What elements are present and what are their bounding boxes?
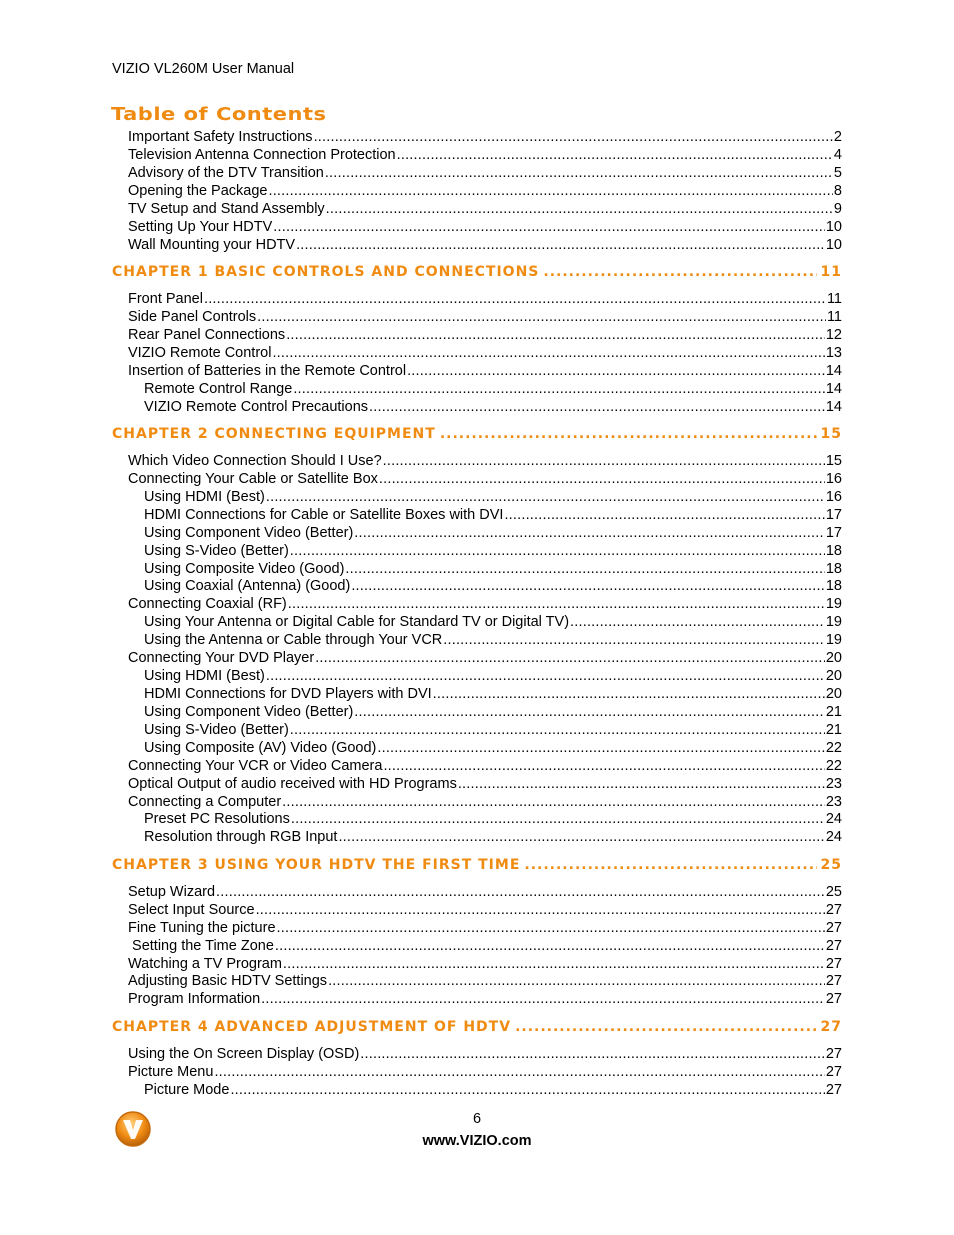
page-ref: 11 — [820, 264, 842, 280]
entry-title: Setup Wizard — [128, 884, 216, 900]
dot-leader — [443, 632, 825, 648]
toc-entry[interactable] — [128, 938, 842, 954]
dot-leader — [369, 399, 825, 415]
entry-title: VIZIO Remote Control — [128, 345, 272, 361]
entry-title: Using Your Antenna or Digital Cable for Standard TV or Digital TV) — [144, 614, 570, 630]
toc-entry[interactable] — [128, 776, 842, 792]
toc-entry[interactable] — [144, 722, 842, 738]
toc-entry[interactable] — [128, 201, 842, 217]
dot-leader — [288, 596, 825, 612]
page-ref: 20 — [825, 668, 842, 684]
page-ref: 19 — [825, 614, 842, 630]
toc-entry[interactable] — [128, 902, 842, 918]
page-ref: 10 — [825, 237, 842, 253]
dot-leader — [570, 614, 825, 630]
toc-entry[interactable] — [128, 183, 842, 199]
page-ref: 27 — [825, 991, 842, 1007]
page-ref: 22 — [825, 758, 842, 774]
page-ref: 9 — [833, 201, 842, 217]
toc-entry[interactable] — [144, 381, 842, 397]
page-ref: 18 — [825, 543, 842, 559]
dot-leader — [325, 165, 833, 181]
toc-entry[interactable] — [128, 219, 842, 235]
page-ref: 4 — [833, 147, 842, 163]
dot-leader — [397, 147, 833, 163]
footer-url[interactable]: www.VIZIO.com — [422, 1133, 532, 1149]
dot-leader — [282, 794, 825, 810]
dot-leader — [377, 740, 824, 756]
entry-title: Optical Output of audio received with HD Programs — [128, 776, 457, 792]
toc-entry[interactable] — [128, 650, 842, 666]
chapter-title: CHAPTER 4 ADVANCED ADJUSTMENT OF HDTV — [112, 1019, 512, 1035]
entry-title: Using HDMI (Best) — [144, 489, 265, 505]
page-ref: 27 — [825, 1064, 842, 1080]
page-ref: 27 — [825, 938, 842, 954]
entry-title: Which Video Connection Should I Use? — [128, 453, 382, 469]
dot-leader — [315, 650, 825, 666]
page-ref: 16 — [825, 471, 842, 487]
entry-title: Watching a TV Program — [128, 956, 282, 972]
dot-leader — [216, 884, 825, 900]
entry-title: Picture Mode — [144, 1082, 230, 1098]
entry-title: Television Antenna Connection Protection — [128, 147, 396, 163]
page-ref: 23 — [825, 794, 842, 810]
toc-entry[interactable] — [128, 291, 842, 307]
dot-leader — [379, 471, 825, 487]
entry-title: Connecting Your Cable or Satellite Box — [128, 471, 378, 487]
page-ref: 18 — [825, 561, 842, 577]
entry-title: Select Input Source — [128, 902, 255, 918]
dot-leader — [275, 938, 825, 954]
toc-entry[interactable] — [128, 920, 842, 936]
toc-entry[interactable] — [128, 884, 842, 900]
page-ref: 21 — [825, 722, 842, 738]
toc-entry[interactable] — [128, 596, 842, 612]
entry-title: Using Composite Video (Good) — [144, 561, 345, 577]
entry-title: Using HDMI (Best) — [144, 668, 265, 684]
chapter-title: CHAPTER 3 USING YOUR HDTV THE FIRST TIME — [112, 857, 521, 873]
entry-title: HDMI Connections for Cable or Satellite Boxes with DVI — [144, 507, 504, 523]
toc-entry[interactable] — [128, 309, 842, 325]
dot-leader — [383, 758, 824, 774]
entry-title: Setting Up Your HDTV — [128, 219, 273, 235]
entry-title: Picture Menu — [128, 1064, 214, 1080]
dot-leader — [256, 902, 825, 918]
page-ref: 23 — [825, 776, 842, 792]
dot-leader — [338, 829, 824, 845]
vizio-v-logo-icon — [114, 1110, 152, 1148]
entry-title: Using Component Video (Better) — [144, 704, 354, 720]
entry-title: Using Composite (AV) Video (Good) — [144, 740, 377, 756]
toc-entry[interactable] — [128, 147, 842, 163]
entry-title: Wall Mounting your HDTV — [128, 237, 296, 253]
dot-leader — [504, 507, 824, 523]
toc-chapter-heading[interactable] — [112, 1019, 842, 1035]
entry-title: Setting the Time Zone — [128, 938, 274, 954]
page-ref: 15 — [825, 453, 842, 469]
dot-leader — [543, 264, 816, 280]
toc-entry[interactable] — [144, 507, 842, 523]
entry-title: VIZIO Remote Control Precautions — [144, 399, 369, 415]
entry-title: Connecting a Computer — [128, 794, 282, 810]
toc-entry[interactable] — [144, 632, 842, 648]
page-ref: 27 — [825, 902, 842, 918]
page-ref: 25 — [825, 884, 842, 900]
page-ref: 13 — [825, 345, 842, 361]
dot-leader — [351, 578, 825, 594]
entry-title: Side Panel Controls — [128, 309, 257, 325]
dot-leader — [291, 811, 825, 827]
dot-leader — [354, 525, 825, 541]
dot-leader — [458, 776, 825, 792]
toc-entry[interactable] — [128, 1064, 842, 1080]
page-ref: 10 — [825, 219, 842, 235]
entry-title: Using the On Screen Display (OSD) — [128, 1046, 360, 1062]
toc-entry[interactable] — [128, 973, 842, 989]
dot-leader — [296, 237, 825, 253]
dot-leader — [204, 291, 826, 307]
dot-leader — [433, 686, 825, 702]
entry-title: Using Component Video (Better) — [144, 525, 354, 541]
toc-entry[interactable] — [144, 1082, 842, 1098]
dot-leader — [257, 309, 826, 325]
dot-leader — [360, 1046, 825, 1062]
dot-leader — [277, 920, 825, 936]
page-number: 6 — [472, 1111, 482, 1127]
page-ref: 16 — [825, 489, 842, 505]
toc-entry[interactable] — [144, 686, 842, 702]
entry-title: Using the Antenna or Cable through Your VCR — [144, 632, 443, 648]
entry-title: Resolution through RGB Input — [144, 829, 338, 845]
entry-title: Using S-Video (Better) — [144, 543, 289, 559]
dot-leader — [314, 129, 833, 145]
page-ref: 5 — [833, 165, 842, 181]
page-ref: 19 — [825, 596, 842, 612]
toc-entry[interactable] — [128, 345, 842, 361]
toc-entry[interactable] — [128, 956, 842, 972]
dot-leader — [515, 1019, 816, 1035]
entry-title: Connecting Your VCR or Video Camera — [128, 758, 383, 774]
toc-entry[interactable] — [144, 704, 842, 720]
page-ref: 27 — [825, 956, 842, 972]
entry-title: Front Panel — [128, 291, 203, 307]
dot-leader — [345, 561, 824, 577]
dot-leader — [283, 956, 825, 972]
toc-entry[interactable] — [144, 829, 842, 845]
entry-title: Opening the Package — [128, 183, 268, 199]
entry-title: Connecting Your DVD Player — [128, 650, 315, 666]
page-ref: 20 — [825, 650, 842, 666]
page-ref: 27 — [825, 1082, 842, 1098]
chapter-title: CHAPTER 2 CONNECTING EQUIPMENT — [112, 426, 436, 442]
page-ref: 18 — [825, 578, 842, 594]
toc-entry[interactable] — [128, 758, 842, 774]
page-ref: 15 — [820, 426, 842, 442]
page-ref: 25 — [820, 857, 842, 873]
dot-leader — [328, 973, 825, 989]
page-ref: 27 — [825, 973, 842, 989]
toc-entry[interactable] — [128, 327, 842, 343]
page-ref: 24 — [825, 829, 842, 845]
entry-title: Rear Panel Connections — [128, 327, 286, 343]
page-ref: 11 — [826, 309, 842, 325]
page-ref: 8 — [833, 183, 842, 199]
dot-leader — [214, 1064, 824, 1080]
entry-title: Advisory of the DTV Transition — [128, 165, 324, 181]
toc-entry[interactable] — [144, 543, 842, 559]
entry-title: Preset PC Resolutions — [144, 811, 290, 827]
dot-leader — [266, 668, 825, 684]
entry-title: Program Information — [128, 991, 261, 1007]
page-ref: 14 — [825, 363, 842, 379]
dot-leader — [272, 345, 824, 361]
entry-title: Adjusting Basic HDTV Settings — [128, 973, 328, 989]
dot-leader — [266, 489, 825, 505]
toc-entry[interactable] — [144, 578, 842, 594]
entry-title: Insertion of Batteries in the Remote Control — [128, 363, 407, 379]
dot-leader — [407, 363, 825, 379]
page-ref: 2 — [833, 129, 842, 145]
page-ref: 11 — [826, 291, 842, 307]
page-ref: 21 — [825, 704, 842, 720]
toc-entry[interactable] — [128, 363, 842, 379]
toc-entry[interactable] — [128, 453, 842, 469]
dot-leader — [293, 381, 825, 397]
page-ref: 17 — [825, 525, 842, 541]
entry-title: Important Safety Instructions — [128, 129, 313, 145]
dot-leader — [440, 426, 817, 442]
toc-entry[interactable] — [144, 525, 842, 541]
toc-chapter-heading[interactable] — [112, 857, 842, 873]
page-ref: 20 — [825, 686, 842, 702]
dot-leader — [286, 327, 825, 343]
page-ref: 22 — [825, 740, 842, 756]
dot-leader — [290, 543, 825, 559]
dot-leader — [273, 219, 825, 235]
dot-leader — [326, 201, 833, 217]
dot-leader — [261, 991, 825, 1007]
page-ref: 27 — [825, 1046, 842, 1062]
entry-title: Using Coaxial (Antenna) (Good) — [144, 578, 351, 594]
toc-entry[interactable] — [128, 129, 842, 145]
entry-title: HDMI Connections for DVD Players with DVI — [144, 686, 432, 702]
toc-entry[interactable] — [128, 165, 842, 181]
page-ref: 14 — [825, 381, 842, 397]
page-ref: 14 — [825, 399, 842, 415]
toc-entry[interactable] — [144, 399, 842, 415]
toc-entry[interactable] — [128, 237, 842, 253]
page-ref: 27 — [820, 1019, 842, 1035]
toc-entry[interactable] — [144, 614, 842, 630]
entry-title: Fine Tuning the picture — [128, 920, 276, 936]
toc-chapter-heading[interactable] — [112, 264, 842, 280]
toc-heading: Table of Contents — [111, 104, 327, 125]
dot-leader — [268, 183, 832, 199]
dot-leader — [383, 453, 825, 469]
dot-leader — [230, 1082, 824, 1098]
dot-leader — [524, 857, 816, 873]
toc-entry[interactable] — [144, 668, 842, 684]
toc-entry[interactable] — [128, 1046, 842, 1062]
toc-entry[interactable] — [128, 471, 842, 487]
page-ref: 19 — [825, 632, 842, 648]
entry-title: Remote Control Range — [144, 381, 293, 397]
toc-entry[interactable] — [128, 794, 842, 810]
toc-entry[interactable] — [144, 811, 842, 827]
chapter-title: CHAPTER 1 BASIC CONTROLS AND CONNECTIONS — [112, 264, 540, 280]
entry-title: TV Setup and Stand Assembly — [128, 201, 325, 217]
toc-entry[interactable] — [144, 489, 842, 505]
page-ref: 12 — [825, 327, 842, 343]
entry-title: Connecting Coaxial (RF) — [128, 596, 287, 612]
page-ref: 17 — [825, 507, 842, 523]
dot-leader — [290, 722, 825, 738]
manual-title: VIZIO VL260M User Manual — [112, 61, 295, 77]
toc-entry[interactable] — [144, 561, 842, 577]
toc-chapter-heading[interactable] — [112, 426, 842, 442]
page-ref: 27 — [825, 920, 842, 936]
page-ref: 24 — [825, 811, 842, 827]
entry-title: Using S-Video (Better) — [144, 722, 289, 738]
toc-entry[interactable] — [128, 991, 842, 1007]
dot-leader — [354, 704, 825, 720]
toc-entry[interactable] — [144, 740, 842, 756]
